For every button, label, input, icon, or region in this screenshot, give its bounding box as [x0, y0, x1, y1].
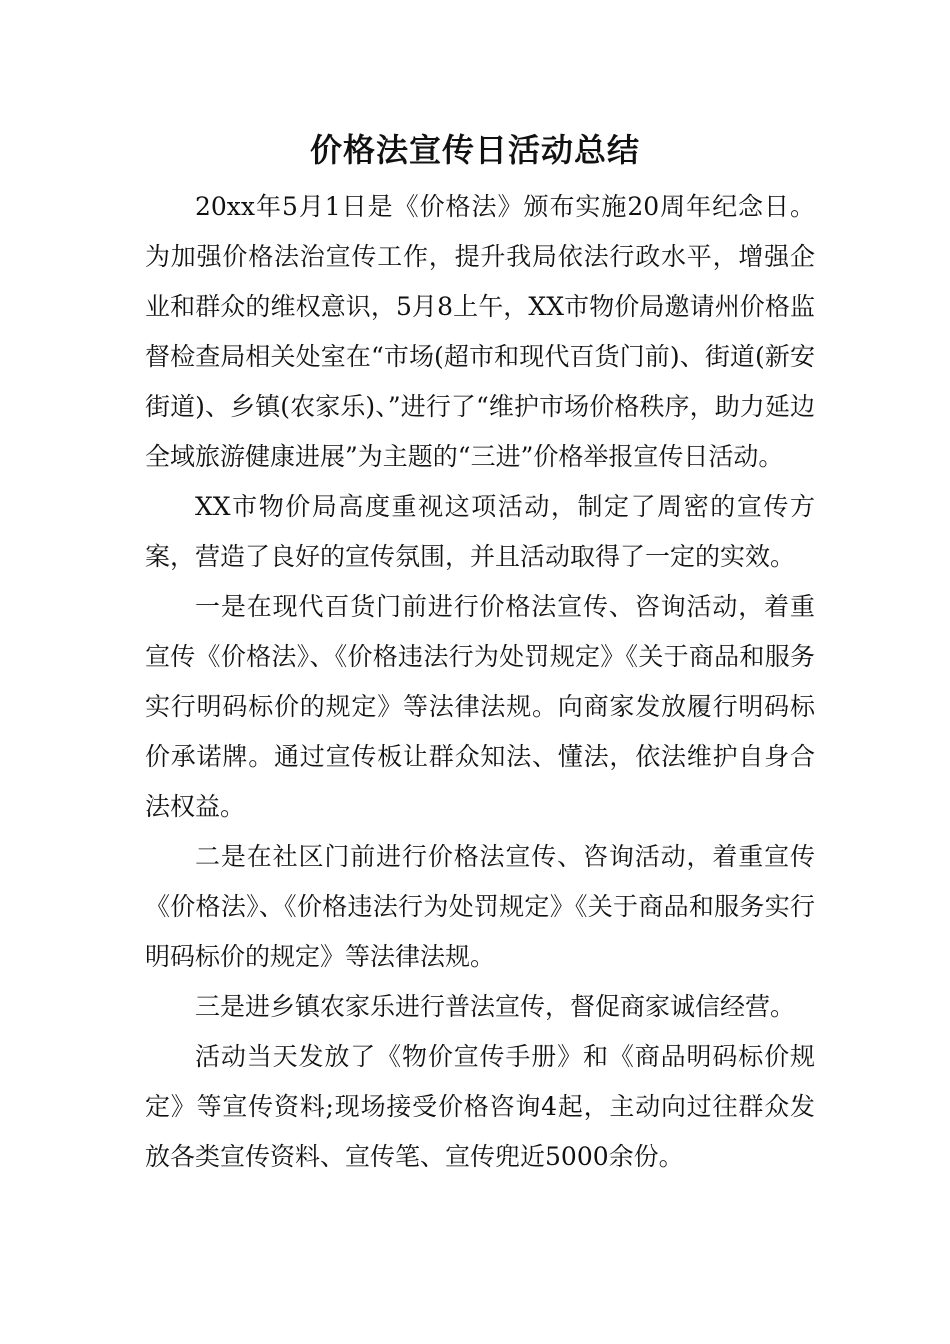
paragraph-activity-one: 一是在现代百货门前进行价格法宣传、咨询活动，着重宣传《价格法》、《价格违法行为处罚规定》《关于商品和服务实行明码标价的规定》等法律法规。向商家发放履行明码标价承诺牌。通过宣传板让群众知法、懂法，依法维护自身合法权益。	[145, 592, 815, 821]
paragraph-activity-three: 三是进乡镇农家乐进行普法宣传，督促商家诚信经营。	[195, 992, 796, 1021]
paragraph-overview: XX市物价局高度重视这项活动，制定了周密的宣传方案，营造了良好的宣传氛围，并且活动取得了一定的实效。	[145, 492, 815, 571]
paragraph-activity-two: 二是在社区门前进行价格法宣传、咨询活动，着重宣传《价格法》、《价格违法行为处罚规定》《关于商品和服务实行明码标价的规定》等法律法规。	[145, 842, 815, 971]
paragraph-intro: 20xx年5月1日是《价格法》颁布实施20周年纪念日。为加强价格法治宣传工作，提升我局依法行政水平，增强企业和群众的维权意识，5月8上午，XX市物价局邀请州价格监督检查局相关处室在“市场(超市和现代百货门前)、街道(新安街道)、乡镇(农家乐)、”进行了“维护市场价格秩序，助力延边全域旅游健康进展”为主题的“三进”价格举报宣传日活动。	[145, 192, 815, 471]
paragraph-results: 活动当天发放了《物价宣传手册》和《商品明码标价规定》等宣传资料;现场接受价格咨询4起，主动向过往群众发放各类宣传资料、宣传笔、宣传兜近5000余份。	[145, 1042, 815, 1171]
document-title: 价格法宣传日活动总结	[309, 131, 640, 169]
document-body	[145, 182, 815, 1182]
